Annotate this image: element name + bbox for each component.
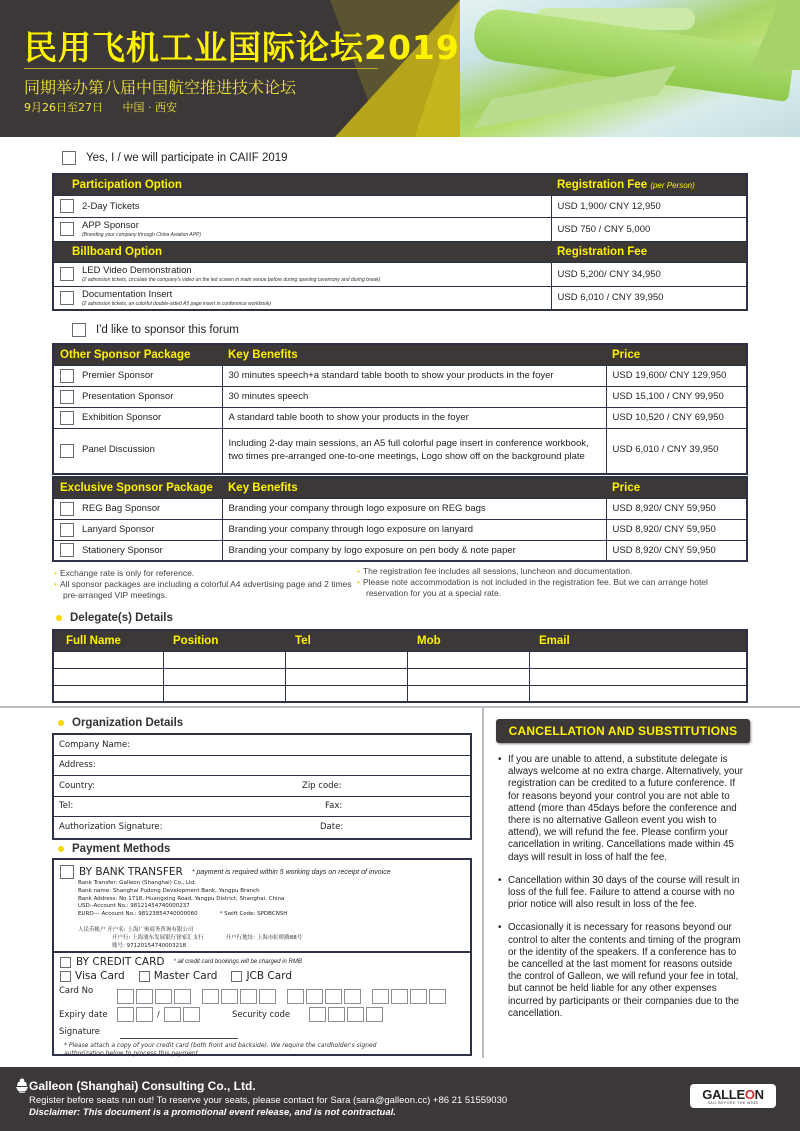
company-name-field[interactable]: Company Name: — [54, 735, 470, 756]
registration-fee-header: Registration Fee (per Person) — [551, 174, 747, 195]
event-title: 民用飞机工业国际论坛2019 — [24, 28, 460, 67]
tel-field[interactable] — [285, 651, 407, 668]
cancellation-list — [498, 754, 748, 1031]
package-checkbox[interactable] — [60, 369, 74, 383]
signature-label: Authorization Signature: — [59, 822, 163, 833]
package-name: Premier Sponsor — [82, 370, 154, 381]
package-name: REG Bag Sponsor — [82, 503, 161, 514]
cancellation-item: • Occasionally it is necessary for reasons beyond our control to alter the contents and timing of the program or the identity of the speakers. If a conference has to be cancelled at the last moment for reasons outside the control of Galleon, we will refund your fee in total, but cannot be held liable for any other expenses incurred by participants or their companies due to the cancellation. — [498, 922, 748, 1020]
section-divider — [0, 706, 800, 708]
sponsor-label: I'd like to sponsor this forum — [96, 324, 239, 336]
package-benefits: 30 minutes speech — [222, 386, 606, 407]
security-code-input[interactable] — [309, 1007, 383, 1022]
organization-form — [52, 733, 472, 840]
bank-transfer-checkbox[interactable] — [60, 865, 74, 879]
email-field[interactable] — [529, 651, 747, 668]
signature-date-row[interactable] — [54, 817, 470, 838]
package-checkbox[interactable] — [60, 411, 74, 425]
aircraft-hangar-photo — [455, 0, 800, 137]
exclusive-sponsor-table — [52, 476, 748, 562]
table-header — [53, 477, 747, 498]
email-field[interactable] — [529, 685, 747, 702]
participate-checkbox-row[interactable] — [62, 151, 288, 165]
table-row — [53, 262, 747, 286]
note-item: • Please note accommodation is not included in the registration fee. But we can arrange hotel reservation for you at a special rate. — [357, 577, 708, 598]
visa-checkbox[interactable] — [60, 971, 71, 982]
table-header — [53, 344, 747, 365]
full-name-field[interactable] — [53, 651, 163, 668]
table-header — [53, 174, 747, 195]
option-fee: USD 5,200/ CNY 34,950 — [551, 262, 747, 286]
delegates-table — [52, 629, 748, 703]
option-label: APP Sponsor — [82, 220, 139, 231]
tel-field[interactable] — [285, 668, 407, 685]
table-header — [53, 241, 747, 262]
credit-card-option[interactable]: BY CREDIT CARD * all credit card bookings will be charged in RMB — [60, 956, 302, 968]
registration-fee-header: Registration Fee — [551, 241, 747, 262]
tel-label: Tel: — [59, 801, 74, 812]
jcb-checkbox[interactable] — [231, 971, 242, 982]
mob-field[interactable] — [407, 685, 529, 702]
table-row — [53, 651, 747, 668]
column-header: Mob — [407, 630, 529, 651]
package-checkbox[interactable] — [60, 444, 74, 458]
option-fee: USD 6,010 / CNY 39,950 — [551, 286, 747, 310]
table-header — [53, 630, 747, 651]
package-name: Exhibition Sponsor — [82, 412, 162, 423]
position-field[interactable] — [163, 685, 285, 702]
card-type-options: Visa Card Master Card JCB Card — [60, 970, 292, 982]
option-description: (Branding your company through China Aviation APP) — [82, 232, 202, 238]
register-contact: Register before seats run out! To reserve your seats, please contact for Sara (sara@galleon.cc) +86 21 51559030 — [29, 1095, 508, 1106]
delegates-section-title: Delegate(s) Details — [56, 612, 173, 624]
package-checkbox[interactable] — [60, 543, 74, 557]
column-header: Tel — [285, 630, 407, 651]
package-header: Other Sponsor Package — [53, 344, 222, 365]
option-fee: USD 1,900/ CNY 12,950 — [551, 195, 747, 217]
table-row — [53, 540, 747, 561]
note-item: • Exchange rate is only for reference. — [54, 568, 195, 578]
column-header: Position — [163, 630, 285, 651]
other-sponsor-table — [52, 343, 748, 475]
event-date: 9月26日至27日 — [24, 101, 103, 114]
cny-account-details: 人民币帐户 开户名: 上海广奥商务咨询有限公司 开户行: 上海浦东发展银行徐家汇支行 开户行地址: 上海市虹桥路88号 账号: 97120154740003218 — [78, 927, 303, 949]
package-benefits: Including 2-day main sessions, an A5 full colorful page insert in conference workbook, two times pre-arranged one-to-one meetings, Logo show off on the background plate — [222, 428, 606, 474]
option-label: 2-Day Tickets — [82, 200, 140, 212]
event-location: 中国 · 西安 — [122, 101, 177, 114]
column-header: Email — [529, 630, 747, 651]
sponsor-checkbox[interactable] — [72, 323, 86, 337]
package-price: USD 19,600/ CNY 129,950 — [606, 365, 747, 386]
option-description: (2 admission tickets, circulate the company's video on the led screen in main venue before during opening ceremony and during break) — [82, 277, 381, 283]
expiry-date-label: Expiry date — [59, 1010, 108, 1020]
column-header: Full Name — [53, 630, 163, 651]
table-row — [53, 365, 747, 386]
email-field[interactable] — [529, 668, 747, 685]
signature-line[interactable] — [120, 1038, 238, 1039]
package-benefits: Branding your company by logo exposure on pen body & note paper — [222, 540, 606, 561]
payment-divider — [54, 951, 470, 953]
option-label: LED Video Demonstration — [82, 265, 192, 276]
galleon-logo: GALLEON SAIL BEFORE THE WIND — [690, 1084, 776, 1108]
title-divider — [24, 68, 378, 69]
participation-table — [52, 173, 748, 311]
footer — [0, 1067, 800, 1131]
package-price: USD 8,920/ CNY 59,950 — [606, 498, 747, 519]
event-dateline — [24, 99, 177, 115]
column-divider — [482, 708, 484, 1058]
package-benefits: A standard table booth to show your products in the foyer — [222, 407, 606, 428]
tel-field[interactable] — [285, 685, 407, 702]
package-price: USD 6,010 / CNY 39,950 — [606, 428, 747, 474]
ship-icon — [16, 1077, 28, 1093]
bullet-icon: • — [54, 579, 57, 589]
option-label: Documentation Insert — [82, 288, 173, 300]
cancellation-title: CANCELLATION AND SUBSTITUTIONS — [496, 719, 750, 743]
bank-details: Bank Transfer: Galleon (Shanghai) Co., Ltd. Bank name: Shanghai Pudong Development Bank, Yangpu Branch Bank Address: No 1718, Huangxing Road, Yangpu District, Shanghai, China USD--Account No.: 98121454740000237 EURO--- Account No.: 98123854740000060 * Swift Code: SPDBCNSH — [78, 880, 288, 918]
mob-field[interactable] — [407, 668, 529, 685]
country-zip-row[interactable] — [54, 776, 470, 797]
card-number-input[interactable] — [117, 989, 455, 1004]
cancellation-item: • Cancellation within 30 days of the course will result in loss of the full fee. Failure to attend a course with no prior notice will also result in loss of the fee. — [498, 875, 748, 912]
credit-card-checkbox[interactable] — [60, 957, 71, 968]
bank-transfer-option[interactable]: BY BANK TRANSFER * payment is required within 5 working days on receipt of invoice — [60, 865, 391, 879]
bullet-icon: • — [357, 577, 360, 587]
note-item: • The registration fee includes all sessions, luncheon and documentation. — [357, 566, 633, 576]
package-price: USD 10,520 / CNY 69,950 — [606, 407, 747, 428]
bullet-icon — [58, 720, 64, 726]
sponsor-checkbox-row[interactable] — [72, 323, 239, 337]
package-checkbox[interactable] — [60, 523, 74, 537]
bullet-icon — [56, 615, 62, 621]
table-row — [53, 428, 747, 474]
note-item: • All sponsor packages are including a colorful A4 advertising page and 2 times pre-arranged VIP meetings. — [54, 579, 352, 600]
event-subtitle: 同期举办第八届中国航空推进技术论坛 — [24, 78, 297, 97]
package-name: Lanyard Sponsor — [82, 524, 155, 535]
billboard-option-header: Billboard Option — [53, 241, 551, 262]
disclaimer: Disclaimer: This document is a promotional event release, and is not contractual. — [29, 1107, 396, 1118]
option-checkbox[interactable] — [60, 291, 74, 305]
table-row — [53, 386, 747, 407]
package-price: USD 15,100 / CNY 99,950 — [606, 386, 747, 407]
package-checkbox[interactable] — [60, 502, 74, 516]
package-checkbox[interactable] — [60, 390, 74, 404]
banner-header — [0, 0, 800, 137]
organization-section-title: Organization Details — [58, 717, 183, 729]
option-checkbox[interactable] — [60, 199, 74, 213]
participate-label: Yes, I / we will participate in CAIIF 2019 — [86, 152, 288, 164]
table-row — [53, 498, 747, 519]
tel-fax-row[interactable] — [54, 797, 470, 818]
table-row — [53, 519, 747, 540]
package-name: Stationery Sponsor — [82, 544, 163, 556]
security-code-label: Security code — [232, 1010, 291, 1020]
participation-option-header: Participation Option — [53, 174, 551, 195]
table-row — [53, 407, 747, 428]
payment-methods-box — [52, 858, 472, 1056]
position-field[interactable] — [163, 668, 285, 685]
full-name-field[interactable] — [53, 668, 163, 685]
package-benefits: 30 minutes speech+a standard table booth to show your products in the foyer — [222, 365, 606, 386]
package-name: Presentation Sponsor — [82, 391, 174, 402]
option-fee: USD 750 / CNY 5,000 — [551, 217, 747, 241]
bullet-icon: • — [357, 566, 360, 576]
option-checkbox[interactable] — [60, 267, 74, 281]
company-name: Galleon (Shanghai) Consulting Co., Ltd. — [29, 1079, 256, 1093]
table-row — [53, 195, 747, 217]
table-row — [53, 286, 747, 310]
package-name: Panel Discussion — [82, 444, 155, 456]
table-row — [53, 685, 747, 702]
card-number-label: Card No — [59, 986, 94, 996]
cancellation-item: • If you are unable to attend, a substitute delegate is always welcome at no extra charge. Alternatively, your registration can be credited to a future conference. If for reasons beyond your control you are not able to attend (more than 45days before the conference and there is no alternative Galleon event you wish to attend), we will refund the fee. Please confirm your cancellation in writing. Cancellations made within 45 days will result in loss of half the fee. — [498, 754, 748, 864]
table-row — [53, 668, 747, 685]
mob-field[interactable] — [407, 651, 529, 668]
credit-card-footnote: * Please attach a copy of your credit card (both front and backside). We require the cardholder's signed authorization below to process this payment. — [64, 1042, 377, 1057]
fax-label: Fax: — [325, 801, 343, 812]
package-price: USD 8,920/ CNY 59,950 — [606, 519, 747, 540]
package-benefits: Branding your company through logo exposure on lanyard — [222, 519, 606, 540]
benefits-header: Key Benefits — [222, 344, 606, 365]
mastercard-checkbox[interactable] — [139, 971, 150, 982]
address-field[interactable]: Address: — [54, 756, 470, 777]
package-header: Exclusive Sponsor Package — [53, 477, 222, 498]
notes-right — [357, 566, 752, 599]
notes-left — [54, 568, 354, 601]
full-name-field[interactable] — [53, 685, 163, 702]
position-field[interactable] — [163, 651, 285, 668]
zip-label: Zip code: — [302, 780, 342, 791]
date-label: Date: — [320, 822, 344, 833]
option-checkbox[interactable] — [60, 222, 74, 236]
country-label: Country: — [59, 780, 96, 791]
price-header: Price — [606, 344, 747, 365]
bullet-icon: • — [54, 568, 57, 578]
participate-checkbox[interactable] — [62, 151, 76, 165]
signature-label: Signature — [59, 1027, 101, 1037]
option-description: (2 admission tickets, an colorful double-sided A5 page insert in conference workbook) — [82, 300, 272, 307]
expiry-date-input[interactable]: / — [117, 1007, 200, 1022]
package-price: USD 8,920/ CNY 59,950 — [606, 540, 747, 561]
payment-section-title: Payment Methods — [58, 843, 170, 855]
table-row — [53, 217, 747, 241]
bullet-icon — [58, 846, 64, 852]
price-header: Price — [606, 477, 747, 498]
benefits-header: Key Benefits — [222, 477, 606, 498]
package-benefits: Branding your company through logo exposure on REG bags — [222, 498, 606, 519]
